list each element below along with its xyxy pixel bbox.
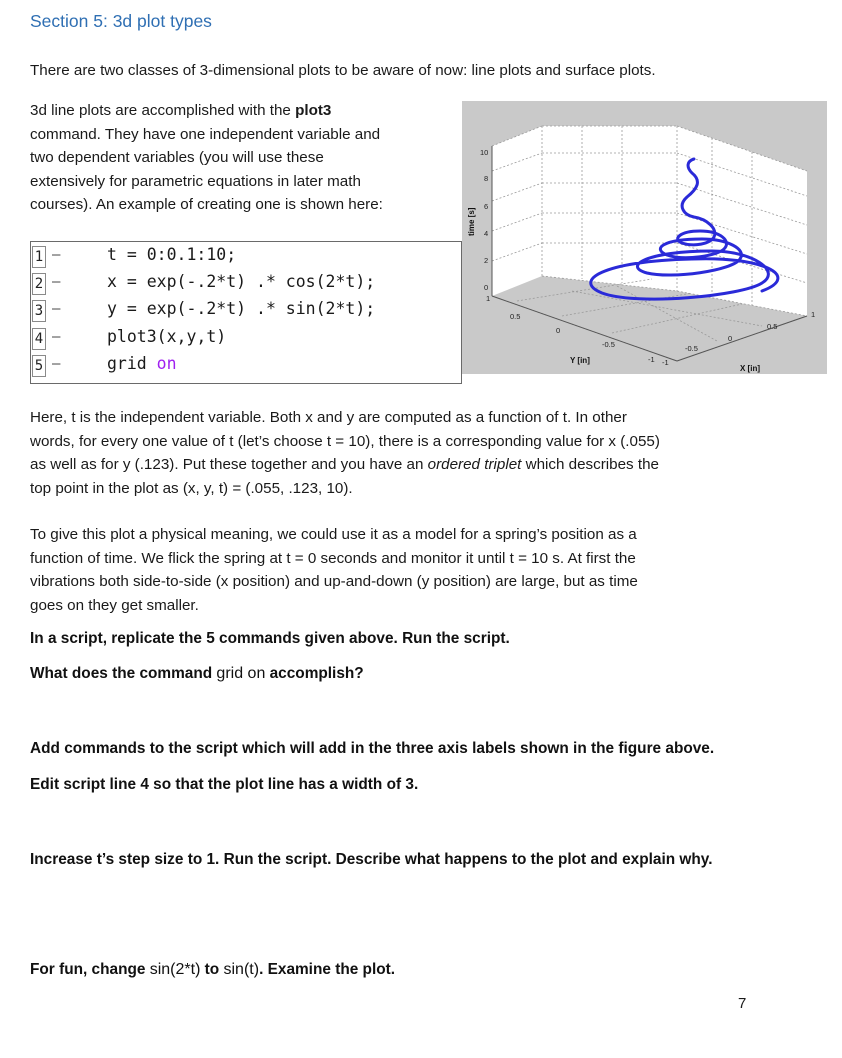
spring-line4: goes on they get smaller. bbox=[30, 596, 199, 614]
question-3: Add commands to the script which will add in the three axis labels shown in the figure above. bbox=[30, 740, 715, 757]
breakpoint-dash: – bbox=[52, 301, 61, 317]
plot3-line2: command. They have one independent variable and bbox=[30, 125, 381, 143]
z-tick: 6 bbox=[484, 202, 489, 211]
z-tick: 2 bbox=[484, 256, 489, 265]
intro-paragraph: There are two classes of 3-dimensional plots to be aware of now: line plots and surface plots. bbox=[30, 62, 656, 79]
explain-line1: Here, t is the independent variable. Both x and y are computed as a function of t. In other bbox=[30, 409, 627, 426]
page-number: 7 bbox=[738, 995, 747, 1012]
q6-code1: sin(2*t) bbox=[149, 961, 201, 978]
y-tick: 0 bbox=[556, 326, 561, 335]
q6-post: . Examine the plot. bbox=[259, 961, 396, 978]
z-tick: 10 bbox=[480, 148, 489, 157]
question-4: Edit script line 4 so that the plot line has a width of 3. bbox=[30, 776, 419, 793]
breakpoint-dash: – bbox=[52, 274, 61, 290]
grid-keyword: grid bbox=[107, 354, 157, 373]
z-tick: 4 bbox=[484, 229, 489, 238]
z-tick: 8 bbox=[484, 174, 489, 183]
line-number: 4 bbox=[32, 328, 46, 350]
plot3-line4: extensively for parametric equations in later math bbox=[30, 172, 361, 190]
breakpoint-dash: – bbox=[52, 356, 61, 372]
q6-pre: For fun, change bbox=[30, 961, 150, 978]
plot3-command: plot3 bbox=[295, 102, 332, 119]
spring-line2: function of time. We flick the spring at t = 0 seconds and monitor it until t = 10 s. At first the bbox=[30, 549, 636, 567]
q2-pre: What does the command bbox=[30, 665, 217, 682]
breakpoint-dash: – bbox=[52, 329, 61, 345]
q6-code2: sin(t) bbox=[223, 961, 260, 978]
line-number: 3 bbox=[32, 300, 46, 322]
plot3-figure bbox=[462, 101, 827, 374]
line-number: 5 bbox=[32, 355, 46, 377]
question-1: In a script, replicate the 5 commands given above. Run the script. bbox=[30, 630, 510, 647]
line-number: 2 bbox=[32, 273, 46, 295]
z-axis-label: time [s] bbox=[467, 207, 476, 236]
ordered-triplet-term: ordered triplet bbox=[427, 456, 522, 474]
explanation-paragraph bbox=[30, 406, 820, 500]
x-tick: 0.5 bbox=[767, 322, 778, 331]
x-tick: 1 bbox=[811, 310, 816, 319]
x-axis-label: X [in] bbox=[740, 364, 760, 373]
explain-line3-pre: as well as for y (.123). Put these together and you have an bbox=[30, 456, 428, 474]
q6-mid: to bbox=[200, 961, 224, 978]
on-keyword: on bbox=[156, 354, 177, 373]
y-tick: -0.5 bbox=[602, 340, 615, 349]
y-tick: 0.5 bbox=[510, 312, 521, 321]
y-tick: -1 bbox=[648, 355, 655, 364]
code-line-4: plot3(x,y,t) bbox=[107, 327, 227, 346]
x-tick: -1 bbox=[662, 358, 669, 367]
y-tick: 1 bbox=[486, 294, 491, 303]
explain-line4: top point in the plot as (x, y, t) = (.055, .123, 10). bbox=[30, 479, 353, 497]
explain-line2: words, for every one value of t (let’s choose t = 10), there is a corresponding value for x (.055) bbox=[30, 432, 660, 450]
code-line-1: t = 0:0.1:10; bbox=[107, 245, 237, 264]
spring-line1: To give this plot a physical meaning, we could use it as a model for a spring’s position as a bbox=[30, 526, 637, 543]
spring-paragraph bbox=[30, 523, 820, 617]
code-line-5 bbox=[107, 354, 177, 373]
plot3-svg bbox=[462, 101, 827, 374]
x-tick: 0 bbox=[728, 334, 733, 343]
z-tick: 0 bbox=[484, 283, 489, 292]
x-tick: -0.5 bbox=[685, 344, 698, 353]
code-editor bbox=[30, 241, 462, 384]
plot3-line3: two dependent variables (you will use these bbox=[30, 149, 324, 167]
line-number: 1 bbox=[32, 246, 46, 268]
plot3-line5: courses). An example of creating one is shown here: bbox=[30, 196, 383, 214]
question-5: Increase t’s step size to 1. Run the script. Describe what happens to the plot and explain why. bbox=[30, 851, 713, 868]
plot3-paragraph bbox=[30, 99, 450, 217]
breakpoint-dash: – bbox=[52, 247, 61, 263]
code-line-3: y = exp(-.2*t) .* sin(2*t); bbox=[107, 299, 376, 318]
question-2 bbox=[30, 665, 364, 683]
spring-line3: vibrations both side-to-side (x position) and up-and-down (y position) are large, but as time bbox=[30, 573, 638, 591]
question-6 bbox=[30, 961, 395, 979]
section-heading: Section 5: 3d plot types bbox=[30, 11, 212, 31]
q2-post: accomplish? bbox=[265, 665, 364, 682]
y-axis-label: Y [in] bbox=[570, 356, 590, 365]
explain-line3-post: which describes the bbox=[521, 456, 659, 474]
q2-grid-on: grid on bbox=[216, 665, 266, 682]
plot3-line1: 3d line plots are accomplished with the bbox=[30, 102, 296, 119]
code-line-2: x = exp(-.2*t) .* cos(2*t); bbox=[107, 272, 376, 291]
